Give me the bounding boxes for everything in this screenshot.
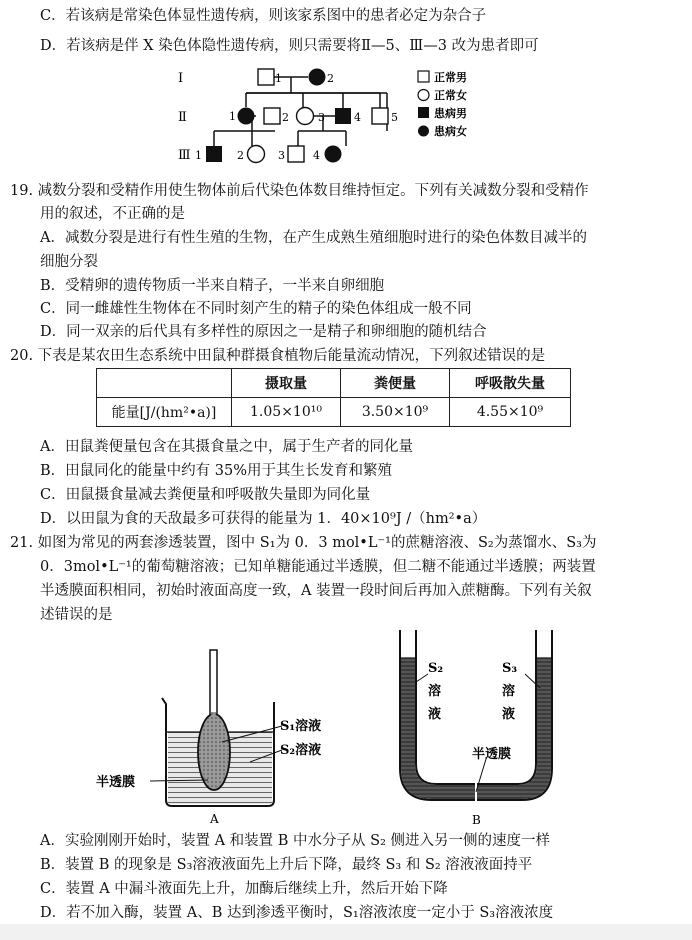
fig-b-membrane-label: 半透膜 bbox=[472, 747, 512, 762]
q20-option-b: B．田鼠同化的能量中约有 35%用于其生长发育和繁殖 bbox=[40, 463, 392, 479]
q20-stem: 20. 下表是某农田生态系统中田鼠种群摄食植物后能量流动情况，下列叙述错误的是 bbox=[10, 348, 546, 364]
fig-a-s1-label: S₁溶液 bbox=[280, 719, 322, 734]
pedigree-chart bbox=[160, 60, 500, 175]
i2-affected-female bbox=[309, 69, 326, 86]
gen-label-1: Ⅰ bbox=[178, 71, 184, 86]
table-header-feces: 粪便量 bbox=[341, 369, 450, 398]
fig-b-s2-sol2: 液 bbox=[428, 707, 442, 722]
fig-b-s3-sol1: 溶 bbox=[502, 684, 516, 699]
gen-label-3: Ⅲ bbox=[178, 148, 191, 163]
legend-normal-male: 正常男 bbox=[434, 71, 467, 84]
fig-b-label: B bbox=[472, 813, 481, 827]
iii2-normal-female bbox=[248, 146, 265, 163]
fig-a-label: A bbox=[210, 812, 219, 826]
osmosis-apparatus-a bbox=[90, 640, 340, 830]
iii3-number: 3 bbox=[278, 149, 285, 162]
q20-option-d: D．以田鼠为食的天敌最多可获得的能量为 1．40×10⁹J /（hm²•a） bbox=[40, 511, 487, 527]
ii3-normal-female bbox=[297, 108, 314, 125]
fig-b-s2-label: S₂ bbox=[428, 661, 444, 676]
i1-normal-male bbox=[258, 69, 274, 85]
fig-a-s2-label: S₂溶液 bbox=[280, 743, 322, 758]
legend-affected-male: 患病男 bbox=[434, 107, 467, 120]
q19-stem-line2: 用的叙述，不正确的是 bbox=[40, 206, 185, 222]
q19-option-d: D．同一双亲的后代具有多样性的原因之一是精子和卵细胞的随机结合 bbox=[40, 324, 487, 340]
i1-number: 1 bbox=[275, 72, 282, 85]
ii1-affected-female bbox=[238, 108, 255, 125]
legend-affected-male-icon bbox=[418, 107, 429, 118]
fig-a-membrane-label: 半透膜 bbox=[96, 775, 136, 790]
fig-b-s3-sol2: 液 bbox=[502, 707, 516, 722]
q19-option-c: C．同一雌雄性生物体在不同时刻产生的精子的染色体组成一般不同 bbox=[40, 301, 472, 317]
legend-affected-female: 患病女 bbox=[434, 125, 467, 138]
legend-normal-female-icon bbox=[418, 90, 429, 101]
ii2-normal-male bbox=[264, 108, 280, 124]
q19-option-a-cont: 细胞分裂 bbox=[40, 254, 98, 270]
q21-stem-line1: 21. 如图为常见的两套渗透装置，图中 S₁为 0．3 mol•L⁻¹的蔗糖溶液、S₂为蒸馏水、S₃为 bbox=[10, 535, 597, 551]
osmosis-apparatus-b bbox=[380, 628, 580, 833]
legend-normal-female: 正常女 bbox=[434, 89, 467, 102]
table-cell-respiration: 4.55×10⁹ bbox=[450, 398, 571, 427]
q19-option-a: A．减数分裂是进行有性生殖的生物，在产生成熟生殖细胞时进行的染色体数目减半的 bbox=[40, 230, 587, 246]
iii1-affected-male bbox=[206, 146, 222, 162]
q21-option-a: A．实验刚刚开始时，装置 A 和装置 B 中水分子从 S₂ 侧进入另一侧的速度一样 bbox=[40, 833, 550, 849]
iii2-number: 2 bbox=[237, 149, 244, 162]
ii5-normal-male bbox=[372, 108, 388, 124]
q18-option-c: C．若该病是常染色体显性遗传病，则该家系图中的患者必定为杂合子 bbox=[40, 8, 487, 24]
q19-stem-line1: 19. 减数分裂和受精作用使生物体前后代染色体数目维持恒定。下列有关减数分裂和受精作 bbox=[10, 183, 589, 199]
gen-label-2: Ⅱ bbox=[178, 110, 187, 125]
fig-b-s3-label: S₃ bbox=[502, 661, 518, 676]
legend-affected-female-icon bbox=[418, 126, 429, 137]
table-cell-intake: 1.05×10¹⁰ bbox=[232, 398, 341, 427]
table-header-respiration: 呼吸散失量 bbox=[450, 369, 571, 398]
table-row bbox=[97, 398, 571, 427]
q21-option-b: B．装置 B 的现象是 S₃溶液液面先上升后下降，最终 S₃ 和 S₂ 溶液液面持平 bbox=[40, 857, 533, 873]
iii1-number: 1 bbox=[195, 149, 202, 162]
q21-stem-line2: 0．3mol•L⁻¹的葡萄糖溶液；已知单糖能通过半透膜，但二糖不能通过半透膜；两装置 bbox=[40, 559, 596, 575]
q21-stem-line4: 述错误的是 bbox=[40, 607, 113, 623]
energy-table bbox=[96, 368, 571, 427]
table-header-row bbox=[97, 369, 571, 398]
fig-b-s2-sol1: 溶 bbox=[428, 684, 442, 699]
q21-option-d: D．若不加入酶，装置 A、B 达到渗透平衡时，S₁溶液浓度一定小于 S₃溶液浓度 bbox=[40, 905, 554, 921]
ii2-number: 2 bbox=[282, 111, 289, 124]
ii1-number: 1 bbox=[229, 110, 236, 123]
iii3-normal-male bbox=[288, 146, 304, 162]
q21-option-c: C．装置 A 中漏斗液面先上升，加酶后继续上升，然后开始下降 bbox=[40, 881, 448, 897]
ii5-number: 5 bbox=[391, 111, 398, 124]
table-row-label: 能量[J/(hm²•a)] bbox=[97, 398, 232, 427]
page-bottom-strip bbox=[0, 924, 692, 940]
iii4-number: 4 bbox=[313, 149, 320, 162]
q19-option-b: B．受精卵的遗传物质一半来自精子，一半来自卵细胞 bbox=[40, 278, 385, 294]
ii4-number: 4 bbox=[354, 111, 361, 124]
ii4-affected-male bbox=[335, 108, 351, 124]
q20-option-a: A．田鼠粪便量包含在其摄食量之中，属于生产者的同化量 bbox=[40, 439, 413, 455]
iii4-affected-female bbox=[325, 146, 342, 163]
table-header-intake: 摄取量 bbox=[232, 369, 341, 398]
q18-option-d: D．若该病是伴 X 染色体隐性遗传病，则只需要将Ⅱ—5、Ⅲ—3 改为患者即可 bbox=[40, 38, 539, 54]
table-cell-feces: 3.50×10⁹ bbox=[341, 398, 450, 427]
q21-stem-line3: 半透膜面积相同，初始时液面高度一致，A 装置一段时间后再加入蔗糖酶。下列有关叙 bbox=[40, 583, 592, 599]
ii3-number: 3 bbox=[318, 111, 325, 124]
i2-number: 2 bbox=[327, 72, 334, 85]
q20-option-c: C．田鼠摄食量减去粪便量和呼吸散失量即为同化量 bbox=[40, 487, 371, 503]
table-header-blank bbox=[97, 369, 232, 398]
legend-normal-male-icon bbox=[418, 71, 429, 82]
